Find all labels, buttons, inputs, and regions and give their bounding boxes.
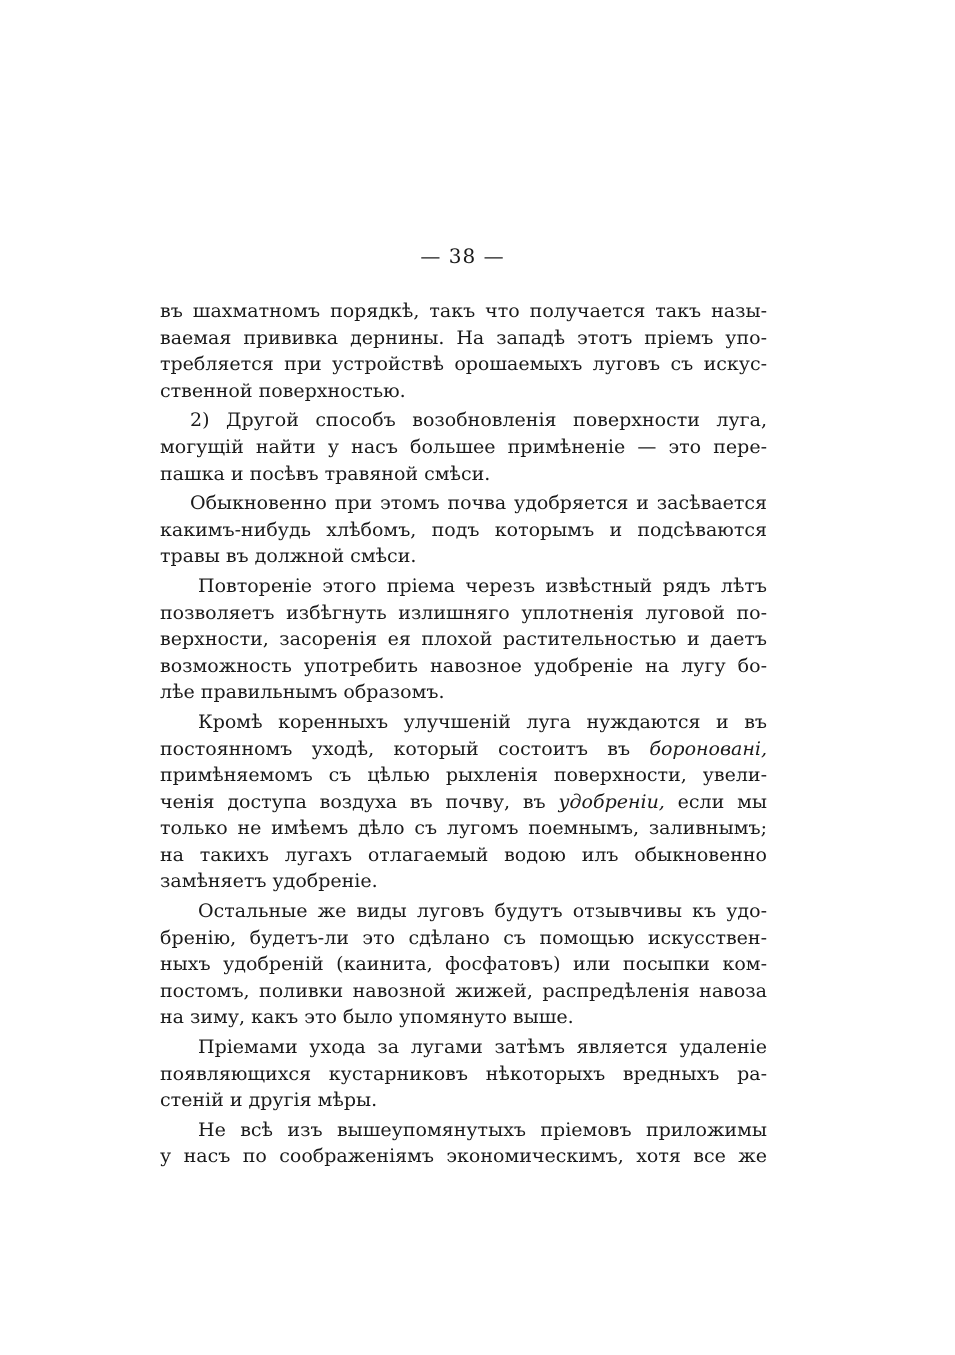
text-line: Обыкновенно при этомъ почва удобряется и засѣвается [190,492,767,515]
text-line: требляется при устройствѣ орошаемыхъ луговъ съ искус- [160,353,767,376]
page-number: — 38 — [420,244,505,268]
text-line: возможность употребить навозное удобреніе на лугу бо- [160,654,767,677]
italic-term: бороновані, [649,737,767,760]
italic-term: удобреніи, [558,790,665,813]
text-line: травы въ должной смѣси. [160,545,417,568]
text-line: Не всѣ изъ вышеупомянутыхъ пріемовъ приложимы [198,1118,767,1141]
body-text [160,298,767,1170]
text-line [160,736,767,763]
text-line: лѣе правильнымъ образомъ. [160,681,445,704]
text-line: верхности, засоренія ея плохой растительностью и даетъ [160,628,767,651]
text-line: ныхъ удобреній (каинита, фосфатовъ) или посыпки ком- [160,953,767,976]
text-line: появляющихся кустарниковъ нѣкоторыхъ вредныхъ ра- [160,1062,767,1085]
text-line: 2) Другой способъ возобновленія поверхности луга, [190,409,767,432]
text-line: Остальные же виды луговъ будутъ отзывчивы къ удо- [198,900,767,923]
text-segment: постоянномъ уходѣ, который состоитъ въ [160,737,631,760]
text-line: пашка и посѣвъ травяной смѣси. [160,462,491,485]
text-line: на зиму, какъ это было упомянуто выше. [160,1006,574,1029]
text-line: на такихъ лугахъ отлагаемый водою илъ обыкновенно [160,843,767,866]
text-line: въ шахматномъ порядкѣ, такъ что получается такъ назы- [160,300,767,322]
text-line: у насъ по соображеніямъ экономическимъ, хотя все же [160,1145,767,1168]
text-line: Кромѣ коренныхъ улучшеній луга нуждаются и въ [198,710,767,733]
text-line: могущій найти у насъ большее примѣненіе — это пере- [160,435,767,458]
text-line: Пріемами ухода за лугами затѣмъ является удаленіе [198,1036,767,1059]
text-line: замѣняетъ удобреніе. [160,870,378,893]
text-segment: ченія доступа воздуха въ почву, въ [160,790,546,813]
text-line: постомъ, поливки навозной жижей, распредѣленія навоза [160,979,767,1002]
text-line [160,789,767,816]
text-line: примѣняемомъ съ цѣлью рыхленія поверхности, увели- [160,764,767,787]
text-line: какимъ-нибудь хлѣбомъ, подъ которымъ и подсѣваются [160,518,767,541]
text-line: стеній и другія мѣры. [160,1089,378,1112]
text-line: ственной поверхностью. [160,379,406,402]
text-line: бренію, будетъ-ли это сдѣлано съ помощью искусствен- [160,926,767,949]
text-line: только не имѣемъ дѣло съ лугомъ поемнымъ, заливнымъ; [160,817,767,840]
text-line: ваемая прививка дернины. На западѣ этотъ пріемъ упо- [160,326,767,349]
text-segment: если мы [677,790,767,813]
text-line: позволяетъ избѣгнуть излишняго уплотненія луговой по- [160,601,767,624]
text-line: Повтореніе этого пріема черезъ извѣстный рядъ лѣтъ [198,574,767,597]
